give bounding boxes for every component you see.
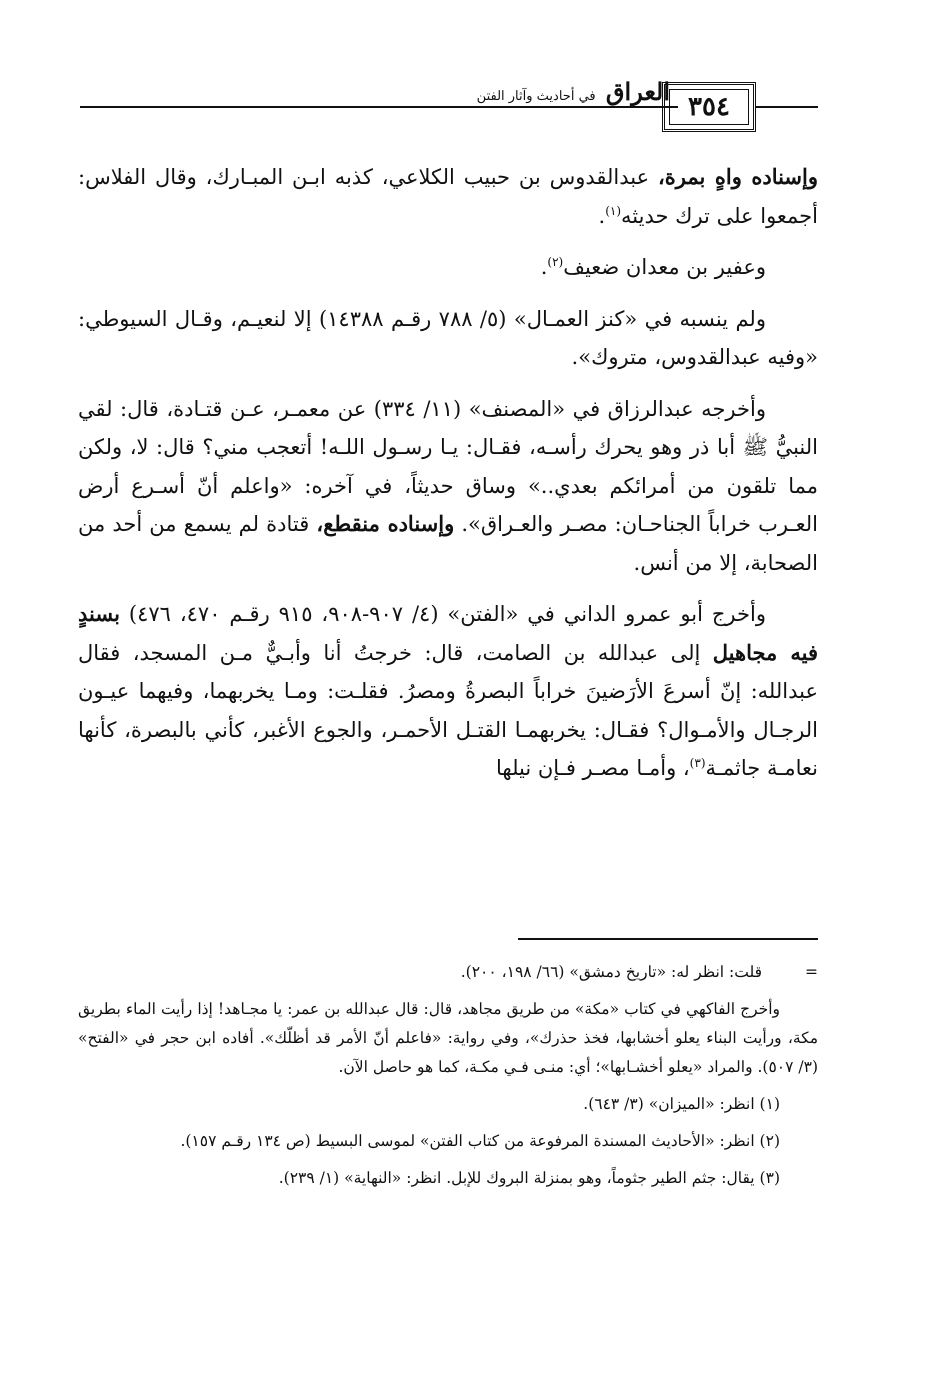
page-number: ٣٥٤ [669, 89, 749, 125]
bold-phrase: وإسناده واهٍ بمرة، [658, 164, 818, 189]
paragraph-5 [78, 595, 818, 788]
footnote-ref-1: (١) [605, 203, 622, 218]
footnote-2: (٢) انظر: «الأحاديث المسندة المرفوعة من كتاب الفتن» لموسى البسيط (ص ١٣٤ رقـم ١٥٧). [180, 1132, 780, 1150]
paragraph-3 [78, 300, 818, 377]
paragraph-text: وأخرج أبو عمرو الداني في «الفتن» (٤/ ٩٠٧-٩٠٨، ٩١٥ رقـم ٤٧٠، ٤٧٦) [119, 602, 766, 626]
paragraph-text: ولم ينسبه في «كنز العمـال» (٥/ ٧٨٨ رقـم ١٤٣٨٨) إلا لنعيـم، وقـال السيوطي: «وفيه عبدالقدوس، متروك». [78, 306, 818, 369]
header-right-rule [756, 106, 818, 108]
page-number-frame [662, 82, 756, 132]
footnote-ref-2: (٢) [547, 255, 564, 269]
paragraph-1 [78, 158, 818, 235]
header-rule [80, 106, 678, 108]
running-title [80, 78, 678, 106]
main-text [78, 158, 818, 801]
footnote-continuation [78, 958, 818, 987]
footnote-1: (١) انظر: «الميزان» (٣/ ٦٤٣). [583, 1095, 780, 1113]
paragraph-text: عبدالقدوس بن حبيب الكلاعي، كذبه ابـن المبـارك، وقال الفلاس: أجمعوا على ترك حديثه [78, 165, 818, 228]
paragraph-text: وعفير بن معدان ضعيف [563, 255, 766, 279]
paragraph-end: . [540, 255, 548, 279]
paragraph-2 [78, 248, 818, 287]
paragraph-text-cont: إلى عبدالله بن الصامت، قال: خرجتُ أنا وأبـيٌّ مـن المسجد، فقال عبدالله: إنّ أسرعَ الأرَضينَ خراباً البصرةُ ومصرُ. فقلـت: ومـا يخربهما، وفيهما عيـون الرجـال والأمـوال؟ فقـال: يخربهمـا القتـل الأحمـر، والجوع الأغبر، كأني بالبصرة، كأنها نعامـة جاثمـة [78, 640, 818, 780]
continuation-marker: = [805, 963, 818, 981]
running-title-sub: في أحاديث وآثار الفتن [476, 89, 596, 104]
footnote-3: (٣) يقال: جثم الطير جثوماً، وهو بمنزلة البروك للإبل. انظر: «النهاية» (١/ ٢٣٩). [278, 1169, 780, 1187]
footnote-separator [518, 938, 818, 940]
footnote-paragraph: وأخرج الفاكهي في كتاب «مكة» من طريق مجاهد، قال: قال عبدالله بن عمر: يا مجـاهد! إذا رأيت الماء بطريق مكة، ورأيت البناء يعلو أخشابها، فخذ حذرك»، وفي رواية: «فاعلم أنّ الأمر قد أظلّك». أفاده ابن حجر في «الفتح» (٣/ ٥٠٧). والمراد «يعلو أخشـابها»؛ أي: منـى فـي مكـة، كما هو حاصل الآن. [78, 1000, 818, 1076]
footnote-ref-3: (٣) [689, 756, 706, 770]
bold-phrase: بسندٍ فيه مجاهيل [78, 601, 818, 665]
paragraph-text-end: ، وأمـا مصـر فـإن نيلها [495, 756, 690, 780]
paragraph-end: . [598, 203, 606, 228]
paragraph-text-tail: قتادة لم يسمع من أحد من الصحابة، إلا من أنس. [78, 512, 818, 575]
bold-phrase: وإسناده منقطع، [316, 511, 455, 536]
paragraph-text: وأخرجه عبدالرزاق في «المصنف» (١١/ ٣٣٤) عن معمـر، عـن قتـادة، قال: لقي النبيُّ ﷺ أبا ذر وهو يحرك رأسـه، فقـال: يـا رسـول اللـه! أتعجب مني؟ قال: لا، ولكن مما تلقون من أمرائكم بعدي..» وساق حديثاً، في آخره: «واعلم أنّ أسـرع أرض العـرب خراباً الجناحـان: مصـر والعـراق». [78, 396, 818, 536]
page-header [80, 78, 818, 148]
running-title-main: العراق [605, 77, 670, 106]
footnote-text: قلت: انظر له: «تاريخ دمشق» (٦٦/ ١٩٨، ٢٠٠). [460, 963, 762, 981]
footnotes [78, 958, 818, 1201]
paragraph-4 [78, 390, 818, 583]
